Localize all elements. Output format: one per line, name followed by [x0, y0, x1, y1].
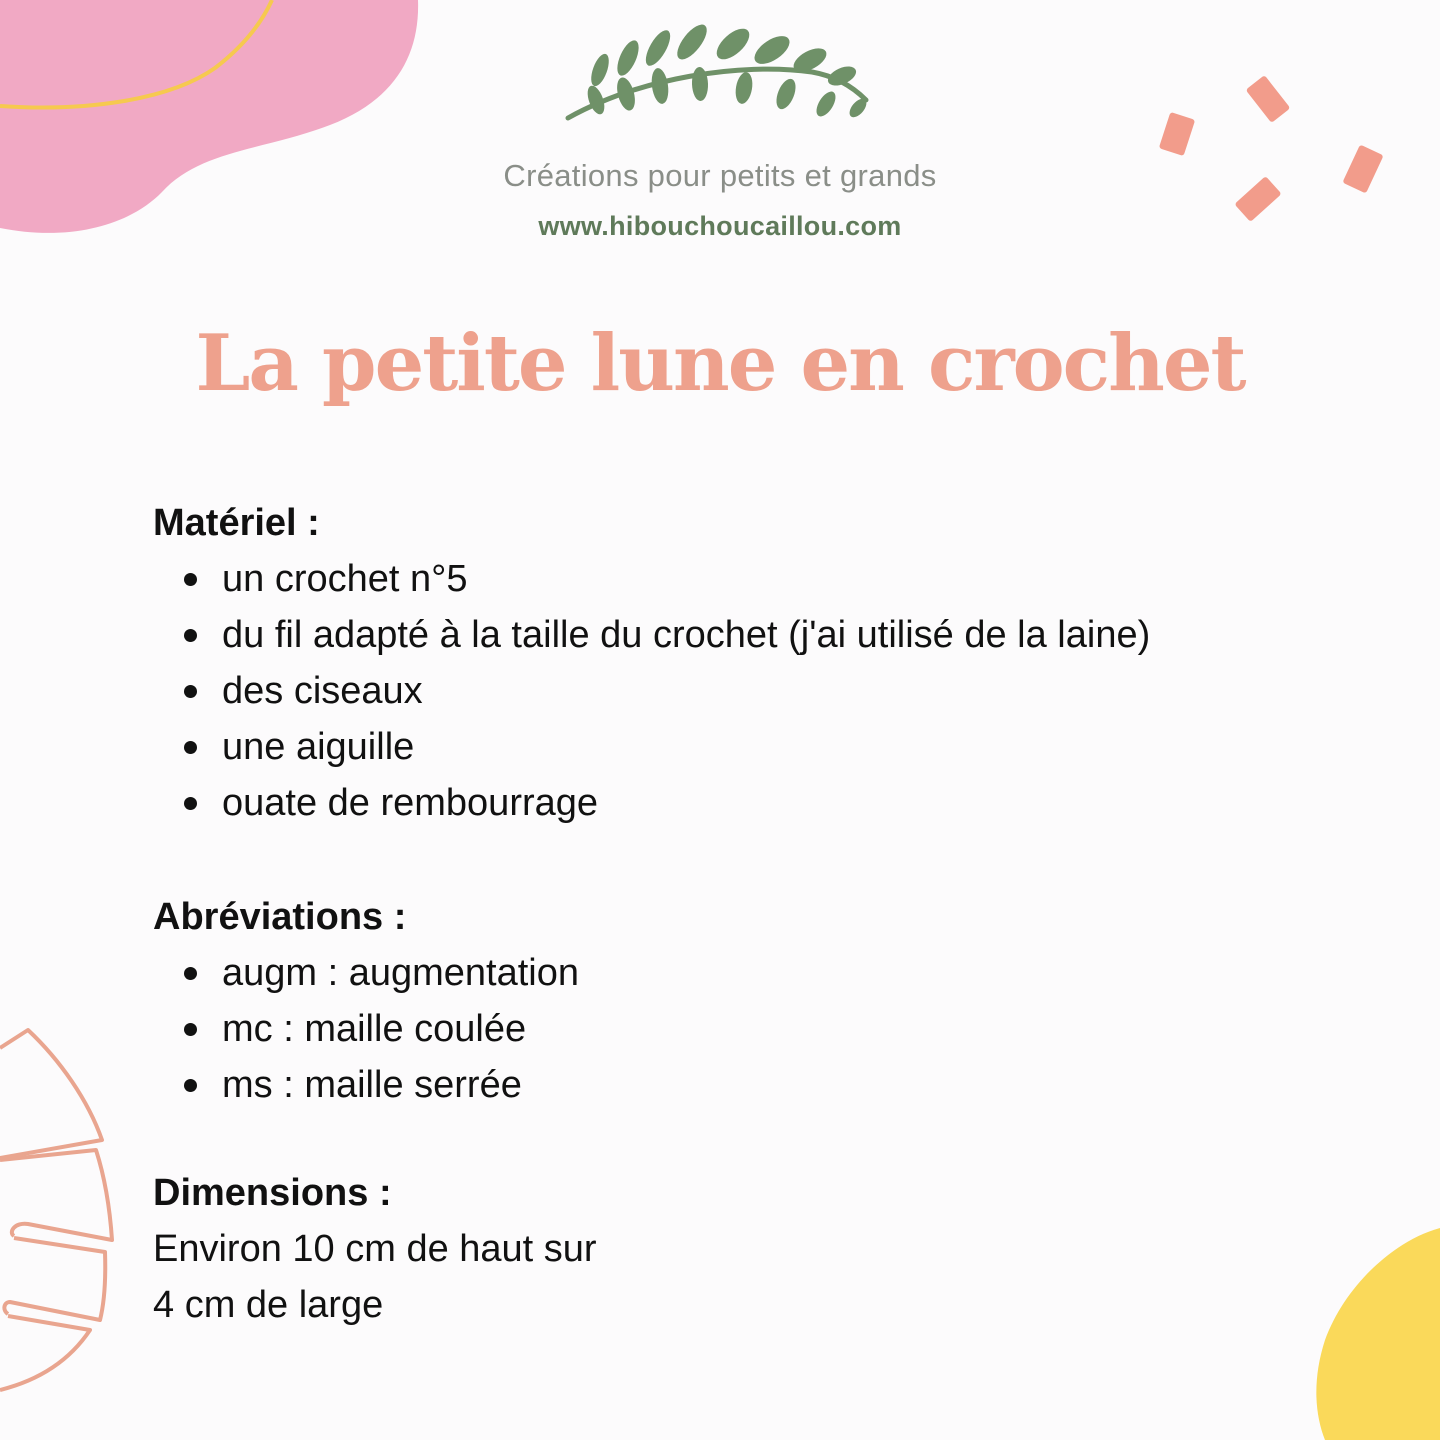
confetti-piece — [1246, 75, 1291, 123]
bullet-icon — [184, 573, 197, 586]
bullet-icon — [184, 967, 197, 980]
tagline: Créations pour petits et grands — [503, 158, 937, 193]
list-item — [153, 663, 1150, 719]
list-item-text: ouate de rembourrage — [222, 782, 599, 824]
yellow-blob-shape — [1316, 1228, 1440, 1440]
confetti-group — [1159, 75, 1384, 222]
materiel-section — [153, 495, 1150, 831]
pink-blob-shape — [0, 0, 418, 233]
bullet-icon — [184, 1023, 197, 1036]
outline-leaf-shape — [0, 1030, 112, 1390]
list-item-text: une aiguille — [222, 726, 415, 768]
list-item-text: mc : maille coulée — [222, 1008, 527, 1050]
list-item — [153, 1057, 579, 1113]
list-item — [153, 1001, 579, 1057]
list-item-text: du fil adapté à la taille du crochet (j'ai utilisé de la laine) — [222, 614, 1151, 656]
bullet-icon — [184, 1079, 197, 1092]
bullet-icon — [184, 797, 197, 810]
confetti-piece — [1159, 112, 1195, 156]
bullet-icon — [184, 685, 197, 698]
dimensions-line: Environ 10 cm de haut sur — [153, 1228, 597, 1270]
list-item — [153, 945, 579, 1001]
abreviations-section — [153, 889, 579, 1113]
list-item-text: des ciseaux — [222, 670, 423, 712]
list-item — [153, 551, 1150, 607]
bullet-icon — [184, 741, 197, 754]
page-title: La petite lune en crochet — [195, 318, 1245, 409]
dimensions-section — [153, 1165, 597, 1333]
materiel-heading: Matériel : — [153, 502, 320, 544]
abreviations-heading: Abréviations : — [153, 896, 407, 938]
dimensions-heading: Dimensions : — [153, 1172, 392, 1214]
list-item — [153, 719, 1150, 775]
list-item — [153, 775, 1150, 831]
leafy-branch-icon — [568, 20, 870, 120]
list-item-text: augm : augmentation — [222, 952, 580, 994]
website-link[interactable]: www.hibouchoucaillou.com — [538, 211, 902, 241]
abreviations-list — [153, 945, 579, 1113]
list-item-text: ms : maille serrée — [222, 1064, 522, 1106]
bullet-icon — [184, 629, 197, 642]
list-item — [153, 607, 1150, 663]
list-item-text: un crochet n°5 — [222, 558, 468, 600]
dimensions-line: 4 cm de large — [153, 1284, 384, 1326]
materiel-list — [153, 551, 1150, 831]
